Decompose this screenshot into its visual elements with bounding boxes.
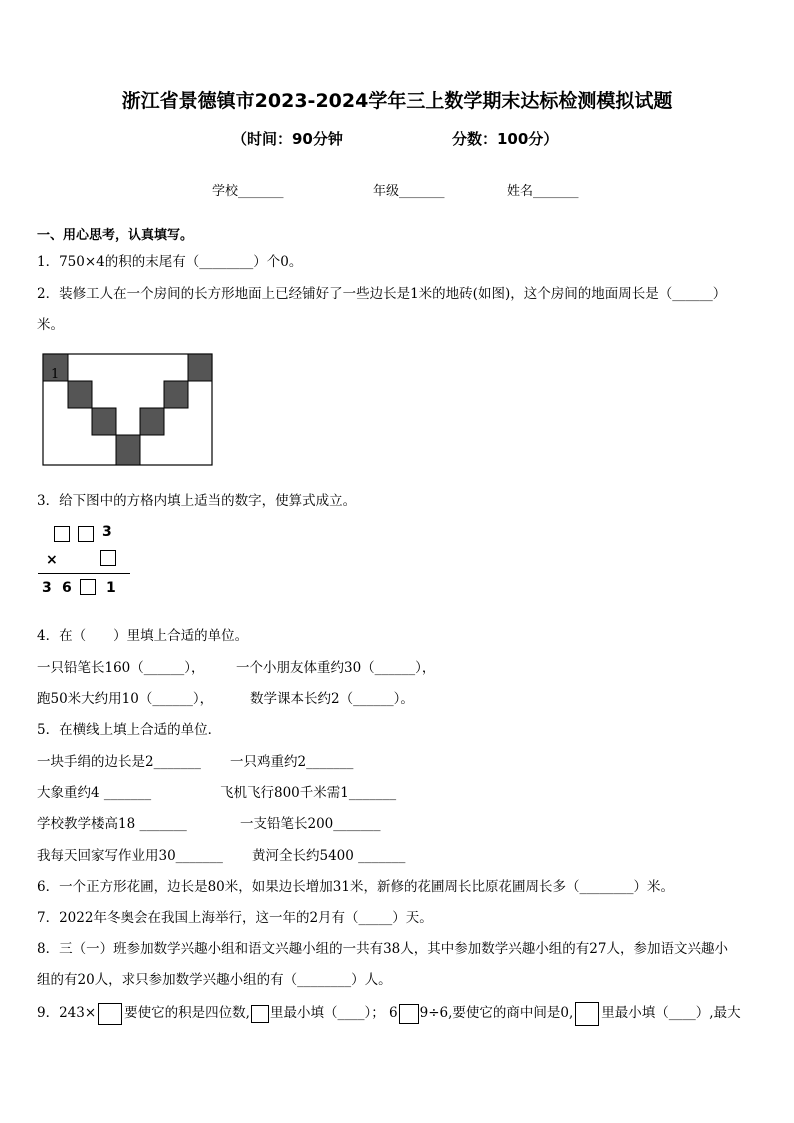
question-2-cont: 米。: [37, 317, 64, 333]
q9-text: 里最小填（____）,最大: [601, 1005, 741, 1021]
q9-text: 9÷6,要使它的商中间是0,: [419, 1005, 574, 1021]
tile-label: 1: [51, 367, 60, 382]
floor-tile-figure: [42, 353, 214, 468]
tile: [116, 435, 140, 465]
question-4-item: 跑50米大约用10（______），: [37, 691, 214, 707]
blank-box[interactable]: [399, 1004, 419, 1024]
question-5-item: 黄河全长约5400 _______: [252, 848, 406, 864]
multiplication-figure: [38, 522, 138, 602]
question-5-item: 学校教学楼高18 _______: [37, 816, 187, 832]
question-7: 7．2022年冬奥会在我国上海举行，这一年的2月有（_____）天。: [37, 910, 433, 926]
page-title: 浙江省景德镇市2023-2024学年三上数学期末达标检测模拟试题: [121, 90, 673, 112]
grade-field: 年级_______: [373, 184, 445, 199]
question-4-item: 一个小朋友体重约30（______），: [236, 660, 436, 676]
school-field: 学校_______: [212, 184, 284, 199]
question-5: 5．在横线上填上合适的单位．: [37, 722, 222, 738]
question-5-item: 飞机飞行800千米需1_______: [220, 785, 397, 801]
section-heading: 一、用心思考，认真填写。: [37, 228, 194, 243]
question-5-item: 一块手绢的边长是2_______: [37, 754, 201, 770]
question-6: 6．一个正方形花圃，边长是80米，如果边长增加31米，新修的花圃周长比原花圃周长多（________）米。: [37, 879, 674, 895]
blank-box[interactable]: [98, 1003, 122, 1025]
question-9: [37, 1001, 741, 1026]
times-sign: ×: [46, 552, 58, 568]
question-5-item: 我每天回家写作业用30_______: [37, 848, 223, 864]
blank-box[interactable]: [80, 579, 96, 595]
blank-box[interactable]: [100, 550, 116, 566]
blank-box[interactable]: [78, 526, 94, 542]
blank-box[interactable]: [251, 1005, 269, 1023]
question-2: 2．装修工人在一个房间的长方形地面上已经铺好了一些边长是1米的地砖(如图)，这个房间的地面周长是（______）: [37, 286, 727, 302]
question-4-item: 一只铅笔长160（______），: [37, 660, 205, 676]
question-4-item: 数学课本长约2（______）。: [250, 691, 414, 707]
q9-text: 里最小填（____）； 6: [269, 1005, 398, 1021]
q9-text: 9．243×: [37, 1005, 97, 1021]
blank-box[interactable]: [575, 1002, 599, 1026]
tile: [68, 381, 92, 408]
question-3: 3．给下图中的方格内填上适当的数字，使算式成立。: [37, 493, 357, 509]
tile: [92, 408, 116, 435]
blank-box[interactable]: [54, 526, 70, 542]
q9-text: 要使它的积是四位数,: [124, 1005, 250, 1021]
question-1: 1．750×4的积的末尾有（________）个0。: [37, 254, 303, 270]
exam-time: （时间：90分钟: [232, 130, 343, 148]
digit: 3: [102, 524, 112, 540]
question-8-cont: 组的有20人，求只参加数学兴趣小组的有（________）人。: [37, 972, 392, 988]
digit: 3: [42, 580, 52, 596]
sum-line: [38, 573, 130, 574]
question-5-item: 一只鸡重约2_______: [230, 754, 354, 770]
question-5-item: 大象重约4 _______: [37, 785, 152, 801]
digit: 6: [62, 580, 72, 596]
digit: 1: [106, 580, 116, 596]
name-field: 姓名_______: [507, 184, 579, 199]
tile: [164, 381, 188, 408]
tile: [140, 408, 164, 435]
tile: [188, 354, 212, 381]
exam-score: 分数：100分）: [452, 130, 559, 148]
question-5-item: 一支铅笔长200_______: [240, 816, 381, 832]
question-8: 8．三（一）班参加数学兴趣小组和语文兴趣小组的一共有38人，其中参加数学兴趣小组的有27人，参加语文兴趣小: [37, 941, 728, 957]
question-4: 4．在（ ）里填上合适的单位。: [37, 628, 249, 644]
